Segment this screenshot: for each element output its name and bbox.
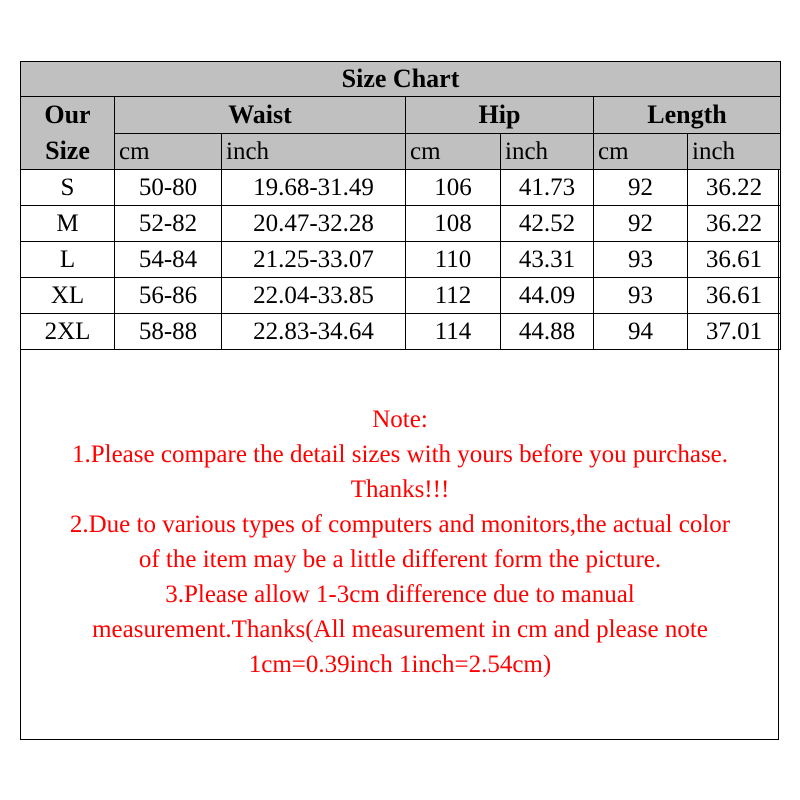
header-row-units — [21, 133, 781, 170]
note-line: 1.Please compare the detail sizes with yours before you purchase. — [71, 441, 729, 468]
hip-cm-cell: 112 — [406, 278, 501, 314]
hip-cm-cell: 106 — [406, 170, 501, 206]
our-size-line1: Our — [44, 100, 91, 129]
waist-cm-cell: 50-80 — [115, 170, 222, 206]
waist-cm-cell: 56-86 — [115, 278, 222, 314]
length-header: Length — [594, 97, 781, 134]
waist-inch-cell: 21.25-33.07 — [222, 242, 406, 278]
length-cm-cell: 92 — [594, 170, 688, 206]
hip-inch-cell: 41.73 — [501, 170, 594, 206]
waist-inch-cell: 20.47-32.28 — [222, 206, 406, 242]
length-cm-unit: cm — [594, 133, 688, 170]
length-cm-cell: 93 — [594, 278, 688, 314]
hip-inch-unit: inch — [501, 133, 594, 170]
length-inch-cell: 37.01 — [688, 314, 781, 350]
waist-cm-cell: 52-82 — [115, 206, 222, 242]
length-cm-cell: 94 — [594, 314, 688, 350]
hip-inch-cell: 44.09 — [501, 278, 594, 314]
waist-inch-cell: 22.04-33.85 — [222, 278, 406, 314]
waist-cm-cell: 54-84 — [115, 242, 222, 278]
length-inch-cell: 36.22 — [688, 206, 781, 242]
note-line: 2.Due to various types of computers and monitors,the actual color — [69, 511, 731, 538]
size-cell: S — [21, 170, 115, 206]
our-size-header — [21, 97, 115, 170]
waist-inch-cell: 19.68-31.49 — [222, 170, 406, 206]
title-row — [21, 62, 781, 97]
length-inch-cell: 36.61 — [688, 278, 781, 314]
table-row — [21, 314, 781, 350]
waist-cm-cell: 58-88 — [115, 314, 222, 350]
size-cell: L — [21, 242, 115, 278]
table-row — [21, 170, 781, 206]
table-row — [21, 242, 781, 278]
note-line: 3.Please allow 1-3cm difference due to manual — [165, 581, 635, 608]
note-line: 1cm=0.39inch 1inch=2.54cm) — [248, 651, 552, 678]
note-line: measurement.Thanks(All measurement in cm and please note — [92, 616, 708, 643]
length-cm-cell: 93 — [594, 242, 688, 278]
length-inch-cell: 36.22 — [688, 170, 781, 206]
note-heading: Note: — [372, 406, 428, 433]
waist-inch-cell: 22.83-34.64 — [222, 314, 406, 350]
hip-cm-unit: cm — [406, 133, 501, 170]
our-size-line2: Size — [45, 136, 90, 165]
waist-cm-unit: cm — [115, 133, 222, 170]
table-row — [21, 278, 781, 314]
table-row — [21, 206, 781, 242]
size-cell: M — [21, 206, 115, 242]
note-line: of the item may be a little different form the picture. — [138, 546, 662, 573]
hip-cm-cell: 114 — [406, 314, 501, 350]
hip-header: Hip — [406, 97, 594, 134]
hip-inch-cell: 44.88 — [501, 314, 594, 350]
hip-inch-cell: 43.31 — [501, 242, 594, 278]
waist-inch-unit: inch — [222, 133, 406, 170]
size-chart-table — [20, 61, 781, 350]
chart-title: Size Chart — [21, 62, 781, 97]
size-cell: XL — [21, 278, 115, 314]
length-cm-cell: 92 — [594, 206, 688, 242]
hip-inch-cell: 42.52 — [501, 206, 594, 242]
size-cell: 2XL — [21, 314, 115, 350]
hip-cm-cell: 110 — [406, 242, 501, 278]
waist-header: Waist — [115, 97, 406, 134]
note-line: Thanks!!! — [350, 476, 450, 503]
note-block — [20, 402, 780, 682]
length-inch-unit: inch — [688, 133, 781, 170]
hip-cm-cell: 108 — [406, 206, 501, 242]
length-inch-cell: 36.61 — [688, 242, 781, 278]
header-row-groups — [21, 97, 781, 134]
